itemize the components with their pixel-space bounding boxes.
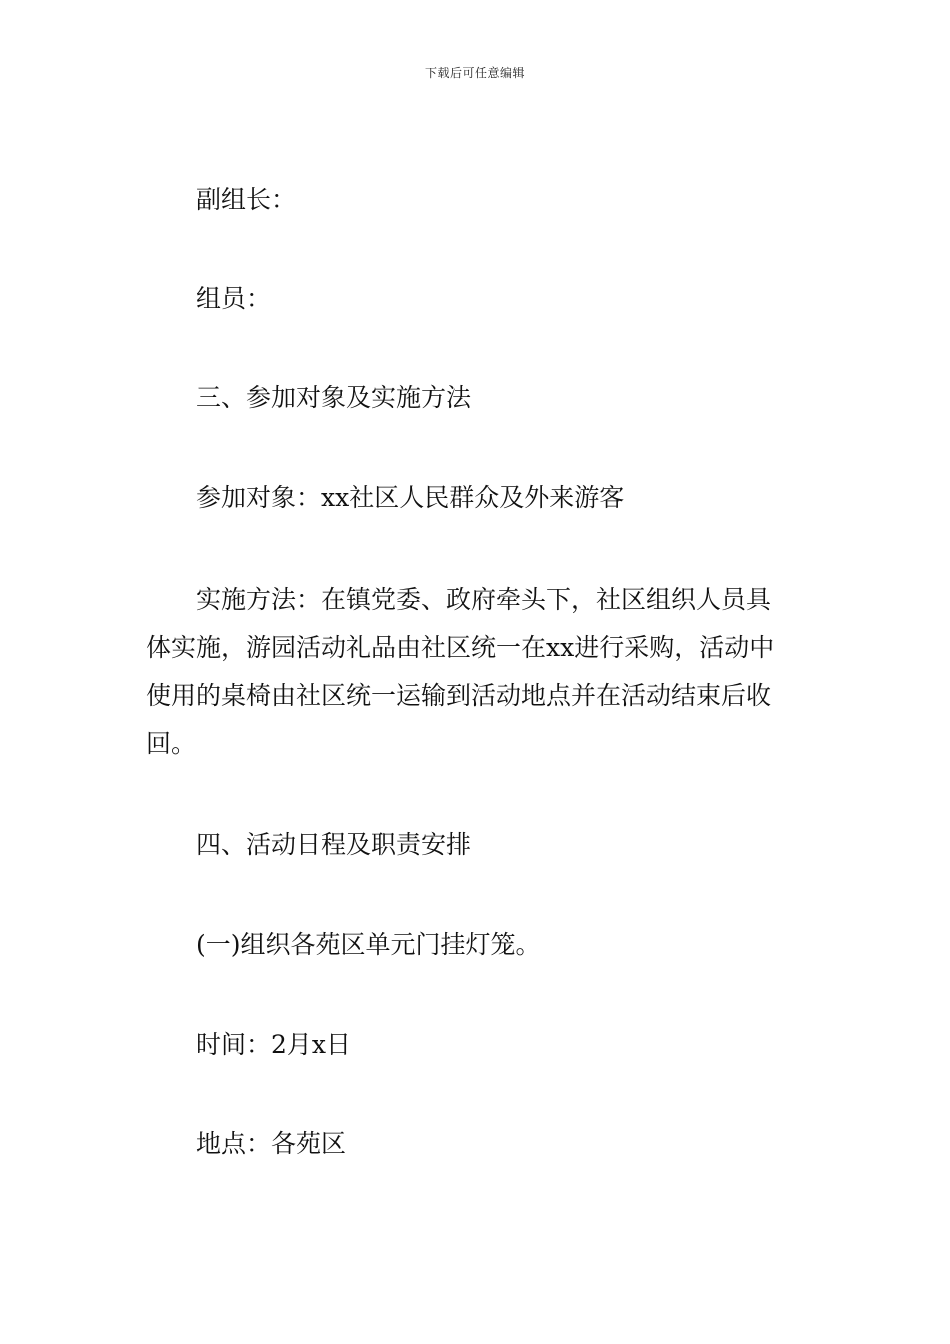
item-1-title: (一)组织各苑区单元门挂灯笼。 [196, 930, 541, 959]
vice-leader-line: 副组长： [196, 185, 297, 214]
location-line: 地点：各苑区 [196, 1129, 347, 1158]
method-line-2: 体实施，游园活动礼品由社区统一在xx进行采购，活动中 [146, 633, 775, 662]
section-4-title: 四、活动日程及职责安排 [196, 830, 472, 859]
method-line-1: 实施方法：在镇党委、政府牵头下，社区组织人员具 [196, 585, 772, 614]
method-line-3: 使用的桌椅由社区统一运输到活动地点并在活动结束后收 [146, 681, 772, 710]
method-paragraph [146, 576, 816, 768]
members-line: 组员： [196, 284, 272, 313]
page-header: 下载后可任意编辑 [424, 66, 525, 80]
method-line-4: 回。 [146, 729, 197, 758]
time-line: 时间：2月x日 [196, 1030, 352, 1059]
participants-line: 参加对象：xx社区人民群众及外来游客 [196, 483, 625, 512]
section-3-title: 三、参加对象及实施方法 [196, 383, 472, 412]
